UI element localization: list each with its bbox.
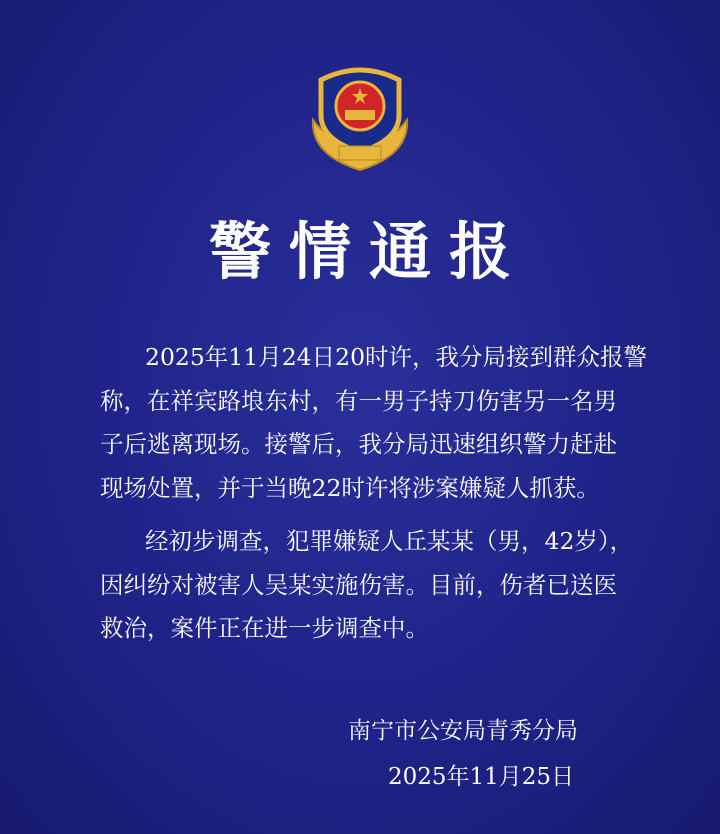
text-line: 子后逃离现场。接警后，我分局迅速组织警力赶赴 — [100, 430, 617, 458]
issuer: 南宁市公安局青秀分局 — [348, 718, 578, 744]
text-line: 称，在祥宾路埌东村，有一男子持刀伤害另一名男 — [100, 386, 617, 415]
page-title: 警情通报 — [208, 215, 529, 288]
notice-body — [100, 336, 648, 651]
paragraph-investigation — [100, 520, 640, 651]
text-line: 经初步调查，犯罪嫌疑人丘某某（男，42岁）， — [145, 527, 634, 555]
text-line: 现场处置，并于当晚22时许将涉案嫌疑人抓获。 — [100, 473, 600, 502]
police-emblem-icon — [303, 60, 417, 172]
paragraph-incident — [100, 336, 648, 510]
text-line: 因纠纷对被害人吴某实施伤害。目前，伤者已送医 — [100, 570, 617, 599]
text-line: 2025年11月24日20时许，我分局接到群众报警 — [145, 343, 648, 371]
issue-date: 2025年11月25日 — [388, 764, 575, 790]
text-line: 救治，案件正在进一步调查中。 — [100, 614, 429, 642]
